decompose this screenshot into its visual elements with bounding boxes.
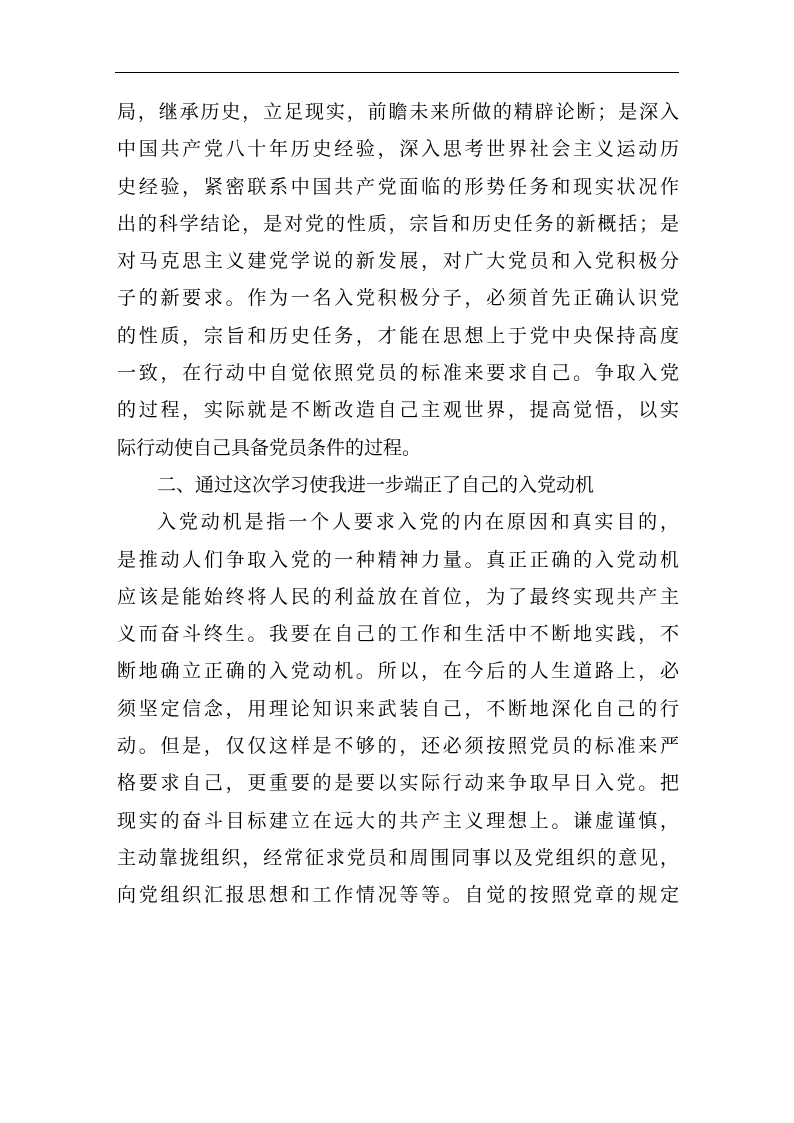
text-line-15: 义而奋斗终生。我要在自己的工作和生活中不断地实践，不 [117, 623, 679, 646]
text-line-5: 对马克思主义建党学说的新发展，对广大党员和入党积极分 [117, 250, 679, 273]
text-line-19: 格要求自己，更重要的是要以实际行动来争取早日入党。把 [117, 772, 679, 795]
text-line-6: 子的新要求。作为一名入党积极分子，必须首先正确认识党 [117, 287, 679, 310]
text-line-13: 是推动人们争取入党的一种精神力量。真正正确的入党动机 [117, 548, 679, 571]
text-line-10: 际行动使自己具备党员条件的过程。 [117, 436, 422, 459]
text-line-3: 史经验，紧密联系中国共产党面临的形势任务和现实状况作 [117, 175, 679, 198]
section-heading: 二、通过这次学习使我进一步端正了自己的入党动机 [157, 473, 595, 496]
body-text [117, 94, 679, 915]
header-rule [115, 72, 679, 73]
text-line-7: 的性质，宗旨和历史任务，才能在思想上于党中央保持高度 [117, 324, 679, 347]
text-line-20: 现实的奋斗目标建立在远大的共产主义理想上。谦虚谨慎， [117, 809, 679, 832]
text-line-18: 动。但是，仅仅这样是不够的，还必须按照党员的标准来严 [117, 735, 679, 758]
text-line-2: 中国共产党八十年历史经验，深入思考世界社会主义运动历 [117, 138, 679, 161]
text-line-14: 应该是能始终将人民的利益放在首位，为了最终实现共产主 [117, 585, 679, 608]
text-line-8: 一致，在行动中自觉依照党员的标准来要求自己。争取入党 [117, 362, 679, 385]
text-line-22: 向党组织汇报思想和工作情况等等。自觉的按照党章的规定 [117, 884, 679, 907]
text-line-21: 主动靠拢组织，经常征求党员和周围同事以及党组织的意见， [117, 846, 679, 869]
text-line-17: 须坚定信念，用理论知识来武装自己，不断地深化自己的行 [117, 697, 679, 720]
text-line-16: 断地确立正确的入党动机。所以，在今后的人生道路上，必 [117, 660, 679, 683]
text-line-12: 入党动机是指一个人要求入党的内在原因和真实目的， [157, 511, 679, 534]
text-line-1: 局，继承历史，立足现实，前瞻未来所做的精辟论断；是深入 [117, 101, 679, 123]
text-line-4: 出的科学结论，是对党的性质，宗旨和历史任务的新概括；是 [117, 212, 679, 235]
text-line-9: 的过程，实际就是不断改造自己主观世界，提高觉悟，以实 [117, 399, 679, 422]
